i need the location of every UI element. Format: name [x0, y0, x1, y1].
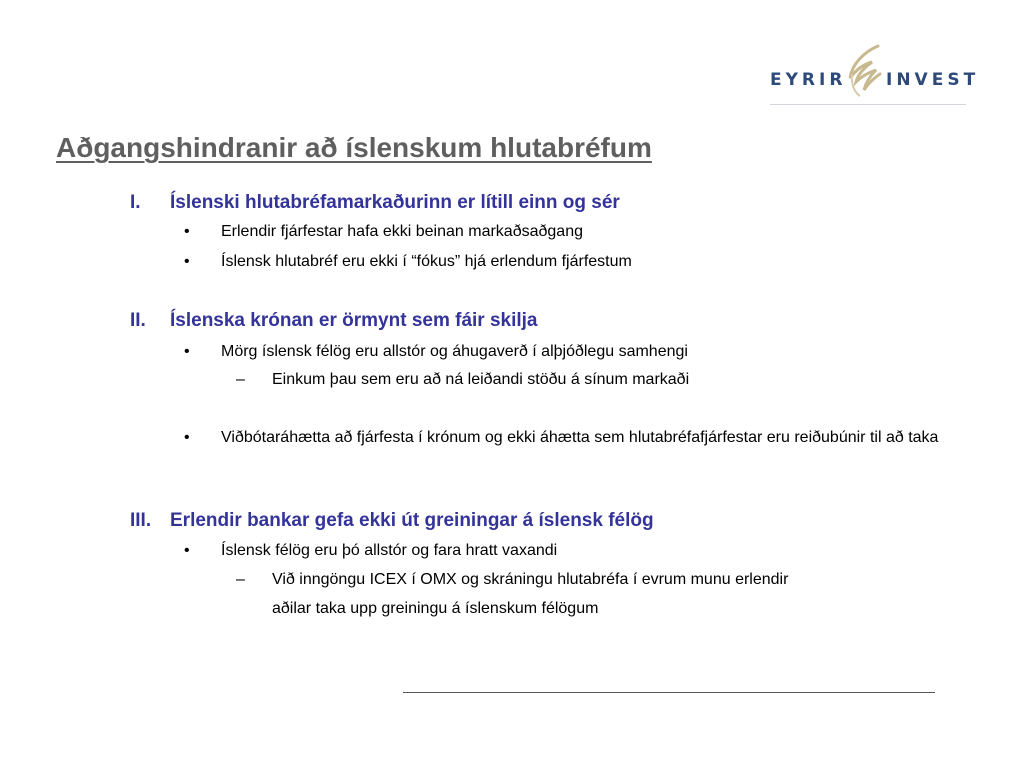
- sub-list-item-text: Við inngöngu ICEX í OMX og skráningu hlutabréfa í evrum munu erlendir: [272, 571, 789, 588]
- section-number: I.: [130, 192, 141, 213]
- bullet-marker: •: [184, 542, 190, 559]
- bullet-marker: •: [184, 253, 190, 270]
- bullet-marker: •: [184, 343, 190, 360]
- list-item-text: Mörg íslensk félög eru allstór og áhugaverð í alþjóðlegu samhengi: [221, 343, 688, 360]
- slide-title: Aðgangshindranir að íslenskum hlutabréfum: [56, 132, 652, 163]
- list-item-text: Íslensk félög eru þó allstór og fara hratt vaxandi: [221, 542, 558, 559]
- footer-divider: [403, 692, 935, 693]
- dash-marker: –: [236, 371, 245, 388]
- bullet-marker: •: [184, 223, 190, 240]
- list-item-text: Íslensk hlutabréf eru ekki í “fókus” hjá erlendum fjárfestum: [221, 253, 632, 270]
- sub-list-item-text: Einkum þau sem eru að ná leiðandi stöðu á sínum markaði: [272, 371, 690, 388]
- section-heading-text: Íslenski hlutabréfamarkaðurinn er lítill einn og sér: [170, 192, 620, 213]
- eyrir-invest-logo: [768, 44, 980, 108]
- list-item-text: Erlendir fjárfestar hafa ekki beinan markaðsaðgang: [221, 223, 583, 240]
- logo-underline: [770, 104, 966, 105]
- logo-right-word: INVEST: [886, 70, 980, 90]
- section-number: II.: [130, 310, 146, 331]
- bullet-marker: •: [184, 429, 190, 446]
- feather-icon: [842, 44, 886, 98]
- logo-left-word: EYRIR: [770, 70, 847, 90]
- section-heading-text: Erlendir bankar gefa ekki út greiningar á íslensk félög: [170, 510, 654, 531]
- section-number: III.: [130, 510, 152, 531]
- sub-list-item-text: aðilar taka upp greiningu á íslenskum félögum: [272, 600, 599, 617]
- dash-marker: –: [236, 571, 245, 588]
- list-item-text: Viðbótaráhætta að fjárfesta í krónum og ekki áhætta sem hlutabréfafjárfestar eru reiðubúnir til að taka: [221, 429, 939, 446]
- section-heading-text: Íslenska krónan er örmynt sem fáir skilja: [170, 310, 538, 331]
